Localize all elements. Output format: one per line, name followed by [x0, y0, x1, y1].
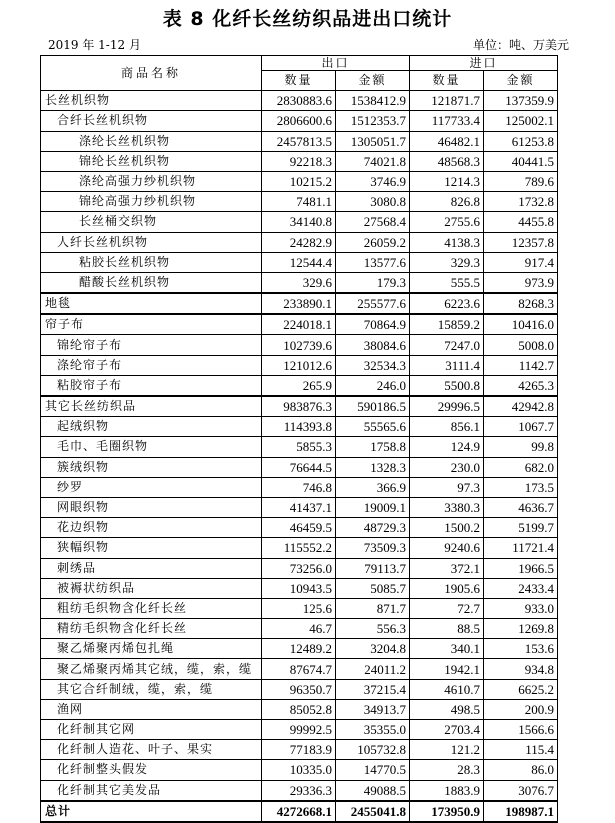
- import-amount-cell: 4265.3: [484, 375, 558, 396]
- table-row: [41, 293, 558, 314]
- import-amount-cell: 200.9: [484, 699, 558, 719]
- table-row: [41, 619, 558, 639]
- header-row-groups: [41, 56, 558, 71]
- import-amount-cell: 933.0: [484, 598, 558, 618]
- import-quantity-cell: 1942.1: [410, 659, 484, 679]
- export-quantity-cell: 24282.9: [262, 232, 336, 252]
- export-amount-cell: 179.3: [336, 272, 410, 293]
- export-amount-cell: 2455041.8: [336, 801, 410, 822]
- export-amount-cell: 590186.5: [336, 396, 410, 417]
- export-quantity-cell: 329.6: [262, 272, 336, 293]
- product-name-cell: 醋酸长丝机织物: [41, 272, 262, 293]
- export-amount-cell: 37215.4: [336, 679, 410, 699]
- export-amount-cell: 3746.9: [336, 171, 410, 191]
- export-quantity-cell: 5855.3: [262, 437, 336, 457]
- export-amount-cell: 48729.3: [336, 518, 410, 538]
- table-row: [41, 760, 558, 780]
- export-amount-cell: 26059.2: [336, 232, 410, 252]
- import-amount-cell: 1566.6: [484, 720, 558, 740]
- product-name-cell: 网眼织物: [41, 497, 262, 517]
- product-name-cell: 起绒织物: [41, 417, 262, 437]
- export-amount-cell: 32534.3: [336, 355, 410, 375]
- export-quantity-cell: 224018.1: [262, 314, 336, 335]
- export-quantity-cell: 76644.5: [262, 457, 336, 477]
- header-product-name: 商品名称: [41, 56, 262, 91]
- product-name-cell: 聚乙烯聚丙烯其它绒，缆，索，缆: [41, 659, 262, 679]
- header-import-quantity: 数量: [410, 71, 484, 91]
- import-amount-cell: 6625.2: [484, 679, 558, 699]
- export-quantity-cell: 92218.3: [262, 151, 336, 171]
- table-row: [41, 699, 558, 719]
- import-amount-cell: 61253.8: [484, 131, 558, 151]
- import-quantity-cell: 1883.9: [410, 780, 484, 801]
- product-name-cell: 化纤制整头假发: [41, 760, 262, 780]
- export-quantity-cell: 12544.4: [262, 252, 336, 272]
- trade-statistics-table: [40, 55, 558, 823]
- product-name-cell: 锦纶帘子布: [41, 335, 262, 355]
- product-name-cell: 毛巾、毛圈织物: [41, 437, 262, 457]
- product-name-cell: 精纺毛织物含化纤长丝: [41, 619, 262, 639]
- import-amount-cell: 973.9: [484, 272, 558, 293]
- import-amount-cell: 42942.8: [484, 396, 558, 417]
- import-quantity-cell: 3111.4: [410, 355, 484, 375]
- table-row: [41, 437, 558, 457]
- product-name-cell: 粘胶帘子布: [41, 375, 262, 396]
- export-amount-cell: 13577.6: [336, 252, 410, 272]
- product-name-cell: 簇绒织物: [41, 457, 262, 477]
- import-amount-cell: 86.0: [484, 760, 558, 780]
- product-name-cell: 花边织物: [41, 518, 262, 538]
- import-amount-cell: 11721.4: [484, 538, 558, 558]
- table-row: [41, 578, 558, 598]
- export-amount-cell: 34913.7: [336, 699, 410, 719]
- table-row: [41, 679, 558, 699]
- export-quantity-cell: 46459.5: [262, 518, 336, 538]
- import-amount-cell: 3076.7: [484, 780, 558, 801]
- table-row: [41, 375, 558, 396]
- export-quantity-cell: 983876.3: [262, 396, 336, 417]
- table-row: [41, 212, 558, 232]
- product-name-cell: 帘子布: [41, 314, 262, 335]
- export-amount-cell: 49088.5: [336, 780, 410, 801]
- import-quantity-cell: 46482.1: [410, 131, 484, 151]
- import-quantity-cell: 1905.6: [410, 578, 484, 598]
- table-row: [41, 314, 558, 335]
- export-amount-cell: 1758.8: [336, 437, 410, 457]
- export-amount-cell: 871.7: [336, 598, 410, 618]
- import-quantity-cell: 6223.6: [410, 293, 484, 314]
- import-amount-cell: 153.6: [484, 639, 558, 659]
- table-row: [41, 457, 558, 477]
- export-quantity-cell: 34140.8: [262, 212, 336, 232]
- table-row: [41, 740, 558, 760]
- import-quantity-cell: 72.7: [410, 598, 484, 618]
- table-row: [41, 477, 558, 497]
- import-quantity-cell: 15859.2: [410, 314, 484, 335]
- import-quantity-cell: 7247.0: [410, 335, 484, 355]
- product-name-cell: 聚乙烯聚丙烯包扎绳: [41, 639, 262, 659]
- export-quantity-cell: 125.6: [262, 598, 336, 618]
- import-amount-cell: 4455.8: [484, 212, 558, 232]
- table-row: [41, 720, 558, 740]
- import-amount-cell: 40441.5: [484, 151, 558, 171]
- export-quantity-cell: 29336.3: [262, 780, 336, 801]
- import-amount-cell: 1269.8: [484, 619, 558, 639]
- product-name-cell: 渔网: [41, 699, 262, 719]
- product-name-cell: 涤纶长丝机织物: [41, 131, 262, 151]
- import-quantity-cell: 3380.3: [410, 497, 484, 517]
- export-quantity-cell: 233890.1: [262, 293, 336, 314]
- import-amount-cell: 137359.9: [484, 91, 558, 111]
- export-amount-cell: 1538412.9: [336, 91, 410, 111]
- export-quantity-cell: 2457813.5: [262, 131, 336, 151]
- export-quantity-cell: 96350.7: [262, 679, 336, 699]
- export-quantity-cell: 10215.2: [262, 171, 336, 191]
- import-amount-cell: 10416.0: [484, 314, 558, 335]
- import-quantity-cell: 48568.3: [410, 151, 484, 171]
- import-amount-cell: 198987.1: [484, 801, 558, 822]
- table-row: [41, 335, 558, 355]
- export-amount-cell: 79113.7: [336, 558, 410, 578]
- import-quantity-cell: 340.1: [410, 639, 484, 659]
- import-amount-cell: 12357.8: [484, 232, 558, 252]
- product-name-cell: 粘胶长丝机织物: [41, 252, 262, 272]
- import-quantity-cell: 856.1: [410, 417, 484, 437]
- product-name-cell: 粗纺毛织物含化纤长丝: [41, 598, 262, 618]
- table-row: [41, 639, 558, 659]
- table-row: [41, 272, 558, 293]
- export-amount-cell: 246.0: [336, 375, 410, 396]
- import-quantity-cell: 5500.8: [410, 375, 484, 396]
- table-row: [41, 417, 558, 437]
- export-amount-cell: 70864.9: [336, 314, 410, 335]
- product-name-cell: 狭幅织物: [41, 538, 262, 558]
- export-amount-cell: 1512353.7: [336, 111, 410, 131]
- product-name-cell: 长丝桶交织物: [41, 212, 262, 232]
- product-name-cell: 化纤制其它美发品: [41, 780, 262, 801]
- import-amount-cell: 917.4: [484, 252, 558, 272]
- product-name-cell: 长丝机织物: [41, 91, 262, 111]
- export-amount-cell: 73509.3: [336, 538, 410, 558]
- export-quantity-cell: 10335.0: [262, 760, 336, 780]
- export-quantity-cell: 46.7: [262, 619, 336, 639]
- import-quantity-cell: 9240.6: [410, 538, 484, 558]
- import-amount-cell: 5008.0: [484, 335, 558, 355]
- export-amount-cell: 1305051.7: [336, 131, 410, 151]
- export-quantity-cell: 2806600.6: [262, 111, 336, 131]
- header-export-amount: 金额: [336, 71, 410, 91]
- import-quantity-cell: 1500.2: [410, 518, 484, 538]
- table-row: [41, 252, 558, 272]
- export-quantity-cell: 41437.1: [262, 497, 336, 517]
- import-quantity-cell: 121871.7: [410, 91, 484, 111]
- export-quantity-cell: 99992.5: [262, 720, 336, 740]
- product-name-cell: 锦纶长丝机织物: [41, 151, 262, 171]
- import-quantity-cell: 4138.3: [410, 232, 484, 252]
- table-row: [41, 111, 558, 131]
- export-quantity-cell: 265.9: [262, 375, 336, 396]
- import-amount-cell: 1067.7: [484, 417, 558, 437]
- period-label: 2019 年 1-12 月: [48, 38, 141, 52]
- table-row: [41, 780, 558, 801]
- export-amount-cell: 74021.8: [336, 151, 410, 171]
- import-amount-cell: 934.8: [484, 659, 558, 679]
- import-amount-cell: 99.8: [484, 437, 558, 457]
- table-row: [41, 192, 558, 212]
- header-import-amount: 金额: [484, 71, 558, 91]
- import-quantity-cell: 28.3: [410, 760, 484, 780]
- product-name-cell: 总计: [41, 801, 262, 822]
- import-amount-cell: 173.5: [484, 477, 558, 497]
- product-name-cell: 涤纶高强力纱机织物: [41, 171, 262, 191]
- export-amount-cell: 14770.5: [336, 760, 410, 780]
- table-row: [41, 396, 558, 417]
- export-amount-cell: 556.3: [336, 619, 410, 639]
- export-quantity-cell: 12489.2: [262, 639, 336, 659]
- import-quantity-cell: 124.9: [410, 437, 484, 457]
- import-amount-cell: 115.4: [484, 740, 558, 760]
- export-amount-cell: 3204.8: [336, 639, 410, 659]
- product-name-cell: 纱罗: [41, 477, 262, 497]
- table-row: [41, 538, 558, 558]
- import-quantity-cell: 329.3: [410, 252, 484, 272]
- import-amount-cell: 789.6: [484, 171, 558, 191]
- import-quantity-cell: 173950.9: [410, 801, 484, 822]
- import-quantity-cell: 498.5: [410, 699, 484, 719]
- table-row: [41, 232, 558, 252]
- export-amount-cell: 27568.4: [336, 212, 410, 232]
- export-quantity-cell: 746.8: [262, 477, 336, 497]
- table-row: [41, 598, 558, 618]
- table-row: [41, 518, 558, 538]
- table-row: [41, 355, 558, 375]
- export-quantity-cell: 85052.8: [262, 699, 336, 719]
- export-quantity-cell: 102739.6: [262, 335, 336, 355]
- export-amount-cell: 24011.2: [336, 659, 410, 679]
- import-quantity-cell: 372.1: [410, 558, 484, 578]
- import-amount-cell: 682.0: [484, 457, 558, 477]
- product-name-cell: 其它合纤制绒，缆，索，缆: [41, 679, 262, 699]
- import-quantity-cell: 4610.7: [410, 679, 484, 699]
- import-amount-cell: 5199.7: [484, 518, 558, 538]
- table-row: [41, 171, 558, 191]
- export-quantity-cell: 7481.1: [262, 192, 336, 212]
- table-row: [41, 151, 558, 171]
- import-amount-cell: 125002.1: [484, 111, 558, 131]
- import-quantity-cell: 2755.6: [410, 212, 484, 232]
- export-amount-cell: 35355.0: [336, 720, 410, 740]
- table-row: [41, 659, 558, 679]
- export-quantity-cell: 2830883.6: [262, 91, 336, 111]
- export-amount-cell: 366.9: [336, 477, 410, 497]
- import-amount-cell: 8268.3: [484, 293, 558, 314]
- product-name-cell: 合纤长丝机织物: [41, 111, 262, 131]
- import-quantity-cell: 1214.3: [410, 171, 484, 191]
- export-amount-cell: 1328.3: [336, 457, 410, 477]
- product-name-cell: 锦纶高强力纱机织物: [41, 192, 262, 212]
- import-quantity-cell: 555.5: [410, 272, 484, 293]
- export-amount-cell: 19009.1: [336, 497, 410, 517]
- export-amount-cell: 255577.6: [336, 293, 410, 314]
- import-quantity-cell: 826.8: [410, 192, 484, 212]
- export-quantity-cell: 10943.5: [262, 578, 336, 598]
- table-row: [41, 497, 558, 517]
- table-row: [41, 91, 558, 111]
- export-quantity-cell: 121012.6: [262, 355, 336, 375]
- header-export-quantity: 数量: [262, 71, 336, 91]
- import-quantity-cell: 29996.5: [410, 396, 484, 417]
- product-name-cell: 地毯: [41, 293, 262, 314]
- export-amount-cell: 55565.6: [336, 417, 410, 437]
- product-name-cell: 化纤制其它网: [41, 720, 262, 740]
- export-quantity-cell: 114393.8: [262, 417, 336, 437]
- import-amount-cell: 2433.4: [484, 578, 558, 598]
- import-quantity-cell: 97.3: [410, 477, 484, 497]
- header-export: 出口: [262, 56, 410, 71]
- unit-label: 单位：吨、万美元: [472, 38, 569, 52]
- export-amount-cell: 105732.8: [336, 740, 410, 760]
- export-amount-cell: 5085.7: [336, 578, 410, 598]
- import-quantity-cell: 121.2: [410, 740, 484, 760]
- export-quantity-cell: 77183.9: [262, 740, 336, 760]
- table-title: 表 8 化纤长丝纺织品进出口统计: [162, 8, 453, 30]
- import-amount-cell: 1732.8: [484, 192, 558, 212]
- total-row: [41, 801, 558, 822]
- export-quantity-cell: 4272668.1: [262, 801, 336, 822]
- export-quantity-cell: 73256.0: [262, 558, 336, 578]
- export-quantity-cell: 87674.7: [262, 659, 336, 679]
- export-amount-cell: 3080.8: [336, 192, 410, 212]
- table-row: [41, 558, 558, 578]
- table-row: [41, 131, 558, 151]
- import-amount-cell: 1142.7: [484, 355, 558, 375]
- product-name-cell: 其它长丝纺织品: [41, 396, 262, 417]
- export-quantity-cell: 115552.2: [262, 538, 336, 558]
- product-name-cell: 刺绣品: [41, 558, 262, 578]
- export-amount-cell: 38084.6: [336, 335, 410, 355]
- product-name-cell: 人纤长丝机织物: [41, 232, 262, 252]
- import-amount-cell: 1966.5: [484, 558, 558, 578]
- product-name-cell: 被褥状纺织品: [41, 578, 262, 598]
- import-quantity-cell: 117733.4: [410, 111, 484, 131]
- header-import: 进口: [410, 56, 558, 71]
- import-quantity-cell: 2703.4: [410, 720, 484, 740]
- import-quantity-cell: 230.0: [410, 457, 484, 477]
- product-name-cell: 涤纶帘子布: [41, 355, 262, 375]
- product-name-cell: 化纤制人造花、叶子、果实: [41, 740, 262, 760]
- import-quantity-cell: 88.5: [410, 619, 484, 639]
- import-amount-cell: 4636.7: [484, 497, 558, 517]
